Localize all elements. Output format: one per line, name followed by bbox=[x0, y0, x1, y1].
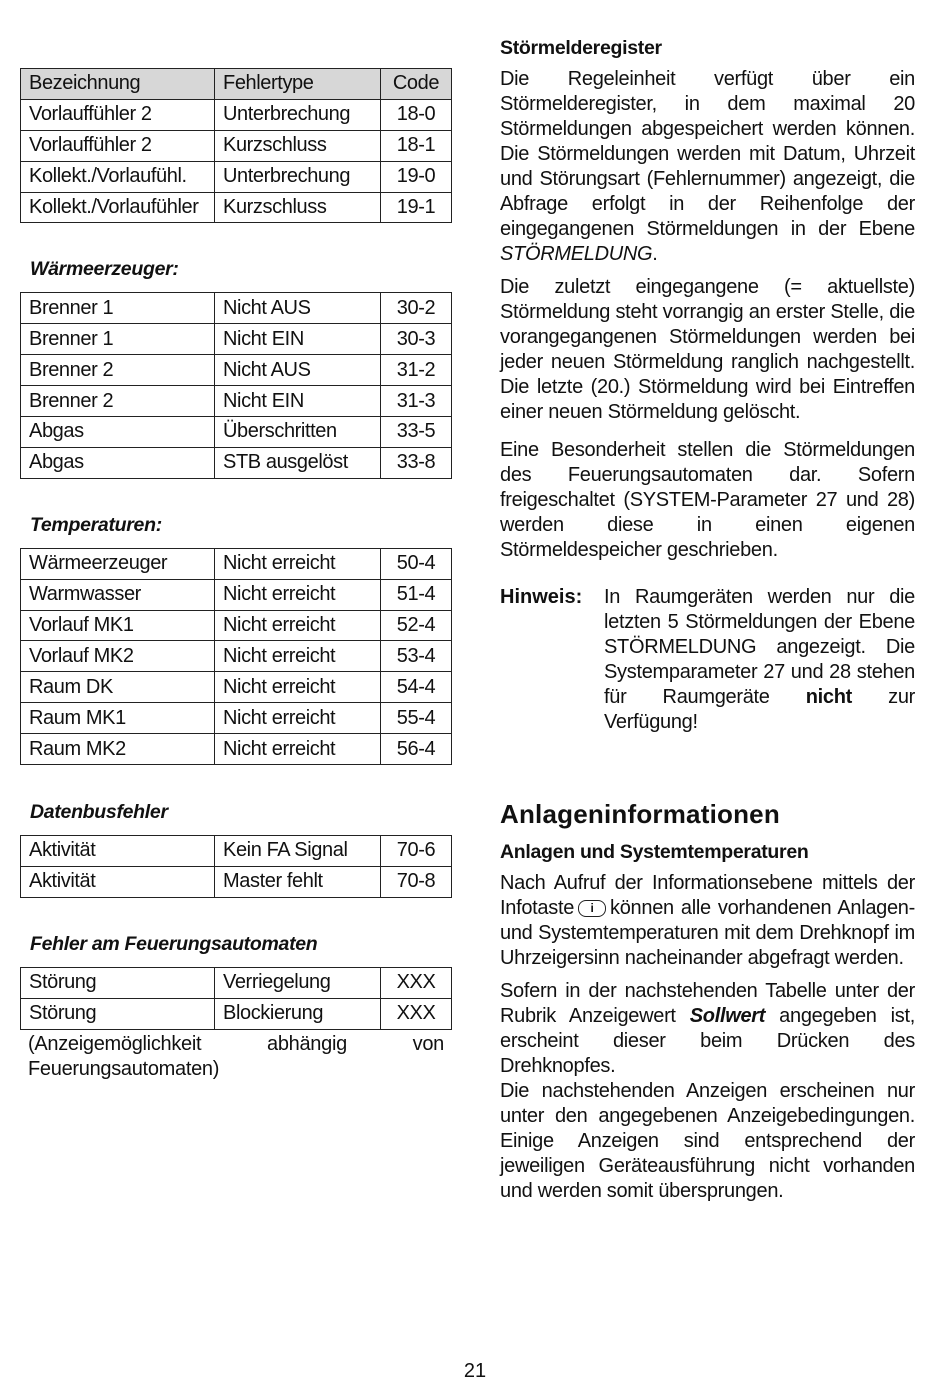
table-row bbox=[21, 610, 452, 641]
info-key-icon: i bbox=[578, 900, 606, 917]
paragraph-stoermelde-intro bbox=[500, 67, 915, 267]
paragraph-sollwert bbox=[500, 979, 915, 1079]
cell-bezeichnung: Wärmeerzeuger bbox=[21, 548, 215, 579]
paragraph-text: können alle vorhandenen Anlagen- und Systemtemperaturen mit dem Drehknopf im Uhrzeigersinn nacheinander abgefragt werden. bbox=[500, 897, 915, 969]
table-row bbox=[21, 672, 452, 703]
table-body bbox=[21, 293, 452, 478]
paragraph-stoermelde-order: Die zuletzt eingegangene (= aktuellste) Störmeldung steht vorrangig an erster Stelle, die vorangegangenen Störmeldungen werden bei jeder neuen Störmeldung ranglich nachgestellt. Die letzte (20.) Störmeldung wird bei Eintreffen einer neuen Störmeldung gelöscht. bbox=[500, 276, 915, 423]
paragraph-text: In Raumgeräten werden nur die letzten 5 Störmeldungen der Ebene STÖRMELDUNG angezeigt. Die Systemparameter 27 und 28 stehen für Raumgeräte bbox=[604, 586, 915, 708]
cell-code: 31-2 bbox=[381, 355, 452, 386]
cell-fehlertype: Nicht AUS bbox=[215, 355, 381, 386]
cell-code: 51-4 bbox=[381, 579, 452, 610]
cell-code: 52-4 bbox=[381, 610, 452, 641]
cell-code: 53-4 bbox=[381, 641, 452, 672]
cell-fehlertype: Nicht erreicht bbox=[215, 641, 381, 672]
section-title-temperaturen: Temperaturen: bbox=[30, 513, 162, 536]
table-row bbox=[21, 734, 452, 765]
cell-bezeichnung: Aktivität bbox=[21, 836, 215, 867]
cell-bezeichnung: Kollekt./Vorlaufühl. bbox=[21, 161, 215, 192]
paragraph-stoermelde-feuerungsautomat: Eine Besonderheit stellen die Störmeldungen des Feuerungsautomaten dar. Sofern freigeschaltet (SYSTEM-Parameter 27 und 28) werden diese in einen eigenen Störmeldespeicher geschrieben. bbox=[500, 439, 915, 561]
cell-code: 18-1 bbox=[381, 130, 452, 161]
paragraph-text: Nach Aufruf der Informationsebene mittels der Infotaste bbox=[500, 872, 915, 919]
cell-bezeichnung: Störung bbox=[21, 998, 215, 1029]
table-row bbox=[21, 967, 452, 998]
cell-fehlertype: Blockierung bbox=[215, 998, 381, 1029]
error-code-tables bbox=[20, 68, 452, 1082]
cell-code: 31-3 bbox=[381, 386, 452, 417]
table-row bbox=[21, 866, 452, 897]
cell-code: 70-6 bbox=[381, 836, 452, 867]
cell-fehlertype: Nicht erreicht bbox=[215, 610, 381, 641]
section-title-waermeerzeuger: Wärmeerzeuger: bbox=[30, 258, 179, 281]
cell-code: XXX bbox=[381, 998, 452, 1029]
cell-code: 30-3 bbox=[381, 324, 452, 355]
cell-bezeichnung: Abgas bbox=[21, 447, 215, 478]
table-row bbox=[21, 130, 452, 161]
cell-code: 18-0 bbox=[381, 99, 452, 130]
cell-bezeichnung: Vorlauf MK2 bbox=[21, 641, 215, 672]
paragraph-text: Die Regeleinheit verfügt über ein Störmelderegister, in dem maximal 20 Störmeldungen abgespeichert werden können. Die Störmeldungen werden mit Datum, Uhrzeit und Störungsart (Fehlernummer) angezeigt, die Abfrage erfolgt in der Reihenfolge der eingegangenen Störmeldungen in der Ebene bbox=[500, 68, 915, 240]
table-row bbox=[21, 447, 452, 478]
temperature-error-table bbox=[20, 548, 452, 765]
table-row bbox=[21, 998, 452, 1029]
cell-bezeichnung: Raum DK bbox=[21, 672, 215, 703]
hint-label: Hinweis: bbox=[500, 586, 583, 608]
databus-error-table bbox=[20, 835, 452, 898]
cell-fehlertype: Master fehlt bbox=[215, 866, 381, 897]
emphasis-sollwert: Sollwert bbox=[689, 1005, 766, 1027]
cell-fehlertype: Kurzschluss bbox=[215, 192, 381, 223]
table-row bbox=[21, 324, 452, 355]
cell-bezeichnung: Brenner 1 bbox=[21, 324, 215, 355]
cell-fehlertype: Nicht erreicht bbox=[215, 548, 381, 579]
column-header-bezeichnung: Bezeichnung bbox=[21, 69, 215, 100]
table-row bbox=[21, 703, 452, 734]
table-row bbox=[21, 355, 452, 386]
cell-fehlertype: STB ausgelöst bbox=[215, 447, 381, 478]
cell-bezeichnung: Abgas bbox=[21, 417, 215, 448]
table-row bbox=[21, 293, 452, 324]
cell-bezeichnung: Brenner 2 bbox=[21, 355, 215, 386]
cell-bezeichnung: Aktivität bbox=[21, 866, 215, 897]
cell-fehlertype: Unterbrechung bbox=[215, 161, 381, 192]
paragraph-anzeigebedingungen: Die nachstehenden Anzeigen erscheinen nur unter den angegebenen Anzeigebedingungen. Einige Anzeigen sind entsprechend der jeweiligen Geräteausführung nicht vorhanden und werden somit übersprungen. bbox=[500, 1080, 915, 1202]
cell-code: 19-1 bbox=[381, 192, 452, 223]
right-column bbox=[500, 35, 915, 1204]
cell-code: 50-4 bbox=[381, 548, 452, 579]
emphasis-nicht: nicht bbox=[805, 686, 853, 708]
cell-fehlertype: Nicht EIN bbox=[215, 324, 381, 355]
column-header-fehlertype: Fehlertype bbox=[215, 69, 381, 100]
cell-fehlertype: Nicht EIN bbox=[215, 386, 381, 417]
paragraph-text: zur Verfügung! bbox=[604, 686, 916, 733]
cell-bezeichnung: Warmwasser bbox=[21, 579, 215, 610]
table-body bbox=[21, 967, 452, 1029]
burner-control-error-table bbox=[20, 967, 452, 1030]
section-title-datenbusfehler: Datenbusfehler bbox=[30, 801, 168, 824]
cell-code: 33-5 bbox=[381, 417, 452, 448]
cell-fehlertype: Überschritten bbox=[215, 417, 381, 448]
cell-code: 19-0 bbox=[381, 161, 452, 192]
cell-bezeichnung: Vorlauf MK1 bbox=[21, 610, 215, 641]
section-title-feuerungsautomat: Fehler am Feuerungsautomaten bbox=[30, 932, 318, 955]
heading-anlageninformationen: Anlageninformationen bbox=[500, 799, 780, 829]
cell-bezeichnung: Raum MK2 bbox=[21, 734, 215, 765]
paragraph-text: Sofern in der nachstehenden Tabelle unter der Rubrik Anzeigewert bbox=[500, 980, 915, 1027]
level-name-stoermeldung: STÖRMELDUNG bbox=[500, 243, 653, 265]
cell-bezeichnung: Vorlauffühler 2 bbox=[21, 99, 215, 130]
hint-box bbox=[500, 585, 915, 735]
table-row bbox=[21, 836, 452, 867]
table-row bbox=[21, 579, 452, 610]
cell-code: 70-8 bbox=[381, 866, 452, 897]
cell-bezeichnung: Vorlauffühler 2 bbox=[21, 130, 215, 161]
cell-bezeichnung: Raum MK1 bbox=[21, 703, 215, 734]
cell-fehlertype: Nicht AUS bbox=[215, 293, 381, 324]
cell-bezeichnung: Brenner 1 bbox=[21, 293, 215, 324]
cell-code: XXX bbox=[381, 967, 452, 998]
cell-code: 55-4 bbox=[381, 703, 452, 734]
table-row bbox=[21, 192, 452, 223]
heading-stoermelderegister: Störmelderegister bbox=[500, 37, 662, 59]
heat-generator-error-table bbox=[20, 292, 452, 478]
hint-text bbox=[604, 585, 915, 735]
cell-code: 54-4 bbox=[381, 672, 452, 703]
paragraph-text: angegeben ist, erscheint dieser beim Drücken des Drehknopfes. bbox=[500, 1005, 915, 1077]
cell-code: 30-2 bbox=[381, 293, 452, 324]
cell-bezeichnung: Kollekt./Vorlaufühler bbox=[21, 192, 215, 223]
cell-code: 56-4 bbox=[381, 734, 452, 765]
cell-fehlertype: Nicht erreicht bbox=[215, 703, 381, 734]
table-body bbox=[21, 548, 452, 764]
cell-fehlertype: Kurzschluss bbox=[215, 130, 381, 161]
cell-fehlertype: Verriegelung bbox=[215, 967, 381, 998]
table-row bbox=[21, 386, 452, 417]
cell-fehlertype: Nicht erreicht bbox=[215, 734, 381, 765]
table-header-row bbox=[21, 69, 452, 100]
table-row bbox=[21, 417, 452, 448]
burner-control-note: (Anzeigemöglichkeit abhängig von Feuerungsautomaten) bbox=[28, 1032, 444, 1080]
cell-code: 33-8 bbox=[381, 447, 452, 478]
cell-fehlertype: Kein FA Signal bbox=[215, 836, 381, 867]
subheading-anlagen-systemtemperaturen: Anlagen und Systemtemperaturen bbox=[500, 841, 809, 863]
table-row bbox=[21, 641, 452, 672]
sensor-error-table bbox=[20, 68, 452, 223]
page-number: 21 bbox=[463, 1360, 487, 1382]
table-row bbox=[21, 161, 452, 192]
cell-bezeichnung: Störung bbox=[21, 967, 215, 998]
paragraph-text: . bbox=[652, 243, 658, 265]
table-row bbox=[21, 99, 452, 130]
column-header-code: Code bbox=[381, 69, 452, 100]
cell-bezeichnung: Brenner 2 bbox=[21, 386, 215, 417]
cell-fehlertype: Nicht erreicht bbox=[215, 579, 381, 610]
cell-fehlertype: Unterbrechung bbox=[215, 99, 381, 130]
paragraph-infotaste bbox=[500, 871, 915, 971]
table-body bbox=[21, 99, 452, 223]
table-row bbox=[21, 548, 452, 579]
cell-fehlertype: Nicht erreicht bbox=[215, 672, 381, 703]
table-body bbox=[21, 836, 452, 898]
